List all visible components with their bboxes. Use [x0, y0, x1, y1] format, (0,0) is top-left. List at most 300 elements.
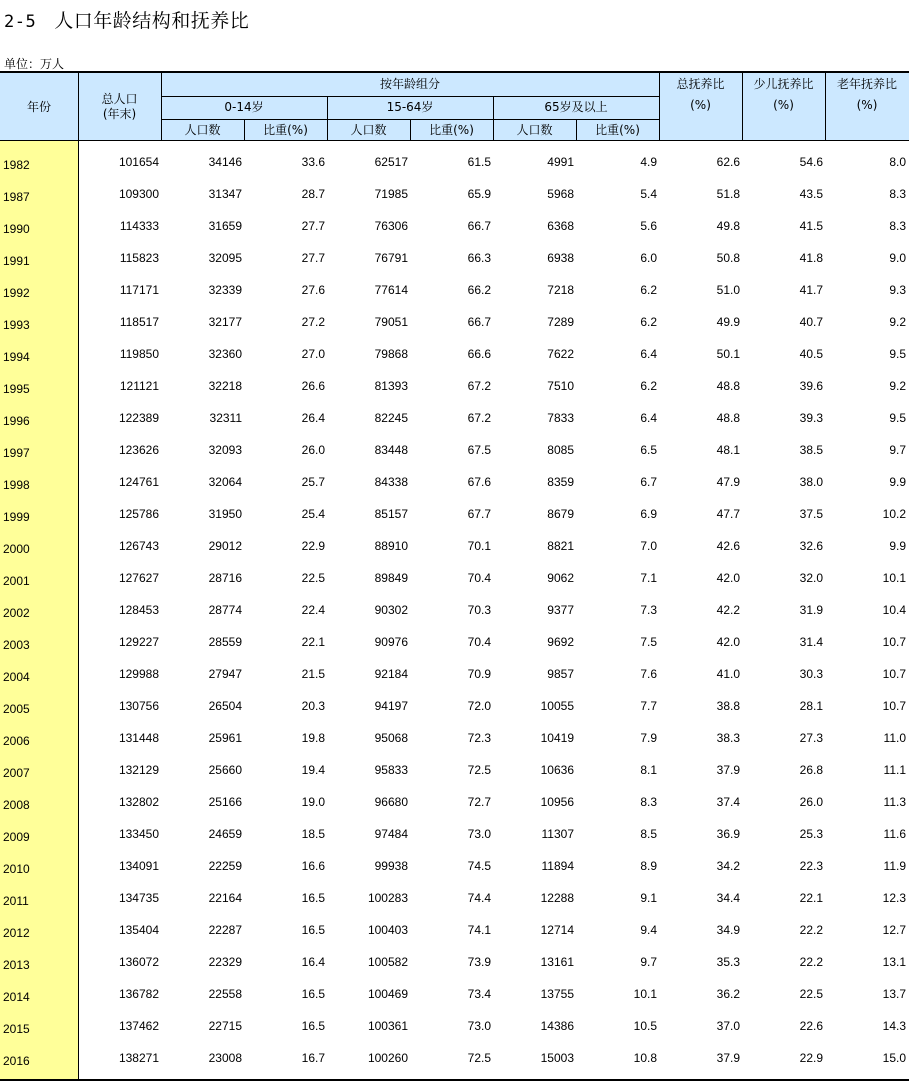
cell-pop-65-plus: 13755 — [540, 987, 574, 1001]
cell-total-population: 129227 — [118, 635, 159, 649]
cell-old-dependency: 11.1 — [883, 763, 906, 777]
cell-child-dependency: 37.5 — [799, 507, 823, 521]
cell-year: 2001 — [3, 574, 30, 588]
cell-total-population: 134091 — [118, 859, 159, 873]
cell-pop-65-plus: 9692 — [547, 635, 574, 649]
header-share-2: 比重(%) — [429, 123, 474, 137]
cell-pop-0-14: 32177 — [208, 315, 242, 329]
cell-total-dependency: 41.0 — [716, 667, 740, 681]
cell-share-65-plus: 5.4 — [640, 187, 657, 201]
header-total-population — [78, 92, 161, 122]
table-row — [0, 787, 909, 819]
cell-share-65-plus: 6.4 — [640, 411, 657, 425]
cell-share-15-64: 70.4 — [467, 635, 491, 649]
cell-share-15-64: 74.5 — [467, 859, 491, 873]
table-bottom-rule — [0, 1079, 909, 1081]
cell-share-15-64: 73.4 — [467, 987, 491, 1001]
cell-pop-0-14: 32339 — [208, 283, 242, 297]
table-row — [0, 307, 909, 339]
cell-old-dependency: 9.2 — [889, 315, 906, 329]
cell-share-15-64: 72.3 — [467, 731, 491, 745]
cell-pop-15-64: 85157 — [374, 507, 408, 521]
cell-share-0-14: 19.4 — [301, 763, 325, 777]
table-row — [0, 1011, 909, 1043]
cell-year: 2013 — [3, 958, 30, 972]
cell-year: 2000 — [3, 542, 30, 556]
cell-old-dependency: 11.3 — [883, 795, 906, 809]
cell-pop-0-14: 32064 — [208, 475, 242, 489]
cell-pop-15-64: 94197 — [374, 699, 408, 713]
cell-total-population: 132129 — [118, 763, 159, 777]
cell-share-65-plus: 6.9 — [640, 507, 657, 521]
table-row — [0, 435, 909, 467]
table-row — [0, 723, 909, 755]
cell-total-dependency: 62.6 — [716, 155, 740, 169]
table-row — [0, 979, 909, 1011]
cell-pop-65-plus: 11307 — [541, 827, 574, 841]
cell-pop-15-64: 95833 — [374, 763, 408, 777]
cell-total-dependency: 38.8 — [716, 699, 740, 713]
cell-share-0-14: 26.4 — [301, 411, 325, 425]
cell-child-dependency: 39.6 — [799, 379, 823, 393]
cell-pop-65-plus: 10636 — [540, 763, 574, 777]
header-pop-3: 人口数 — [516, 123, 553, 137]
cell-share-65-plus: 6.4 — [640, 347, 657, 361]
cell-pop-15-64: 100260 — [367, 1051, 408, 1065]
table-header — [0, 71, 909, 141]
cell-pop-65-plus: 9857 — [547, 667, 574, 681]
cell-pop-0-14: 24659 — [208, 827, 242, 841]
cell-pop-0-14: 22329 — [208, 955, 242, 969]
header-old-dependency — [825, 77, 909, 113]
cell-child-dependency: 40.5 — [799, 347, 823, 361]
cell-total-population: 109300 — [118, 187, 159, 201]
cell-share-15-64: 66.7 — [467, 219, 491, 233]
cell-share-0-14: 16.5 — [301, 1019, 325, 1033]
cell-pop-65-plus: 8085 — [547, 443, 574, 457]
cell-share-15-64: 67.6 — [467, 475, 491, 489]
cell-total-population: 128453 — [118, 603, 159, 617]
cell-child-dependency: 41.7 — [799, 283, 823, 297]
cell-share-15-64: 72.5 — [467, 1051, 491, 1065]
cell-pop-0-14: 25660 — [208, 763, 242, 777]
header-pop-1: 人口数 — [184, 123, 221, 137]
header-old-dep-unit: (%) — [856, 98, 878, 112]
cell-pop-15-64: 62517 — [374, 155, 408, 169]
cell-pop-65-plus: 7833 — [547, 411, 574, 425]
cell-share-0-14: 22.5 — [301, 571, 325, 585]
cell-pop-0-14: 31950 — [208, 507, 242, 521]
cell-child-dependency: 22.3 — [799, 859, 823, 873]
cell-old-dependency: 10.1 — [882, 571, 906, 585]
cell-share-65-plus: 6.2 — [640, 283, 657, 297]
table-row — [0, 275, 909, 307]
cell-year: 2008 — [3, 798, 30, 812]
cell-pop-65-plus: 5968 — [547, 187, 574, 201]
cell-total-population: 125786 — [118, 507, 159, 521]
cell-total-dependency: 34.9 — [716, 923, 740, 937]
cell-pop-65-plus: 4991 — [547, 155, 574, 169]
cell-old-dependency: 9.3 — [889, 283, 906, 297]
cell-share-15-64: 70.9 — [467, 667, 491, 681]
cell-year: 2009 — [3, 830, 30, 844]
cell-share-65-plus: 8.3 — [640, 795, 657, 809]
cell-share-0-14: 21.5 — [301, 667, 325, 681]
cell-old-dependency: 9.7 — [889, 443, 906, 457]
cell-total-population: 130756 — [118, 699, 159, 713]
cell-pop-0-14: 32095 — [208, 251, 242, 265]
cell-total-dependency: 42.0 — [716, 571, 740, 585]
cell-pop-0-14: 31347 — [208, 187, 242, 201]
cell-old-dependency: 13.7 — [882, 987, 906, 1001]
cell-pop-15-64: 79051 — [374, 315, 408, 329]
cell-share-0-14: 27.2 — [301, 315, 325, 329]
cell-old-dependency: 9.5 — [889, 411, 906, 425]
cell-year: 2012 — [3, 926, 30, 940]
cell-share-65-plus: 6.0 — [640, 251, 657, 265]
cell-old-dependency: 15.0 — [882, 1051, 906, 1065]
cell-total-dependency: 35.3 — [716, 955, 740, 969]
cell-child-dependency: 41.5 — [799, 219, 823, 233]
cell-total-population: 135404 — [118, 923, 159, 937]
cell-total-population: 122389 — [118, 411, 159, 425]
cell-child-dependency: 22.6 — [799, 1019, 823, 1033]
cell-old-dependency: 9.9 — [889, 539, 906, 553]
cell-year: 1995 — [3, 382, 30, 396]
table-row — [0, 531, 909, 563]
cell-share-15-64: 66.3 — [467, 251, 491, 265]
cell-total-population: 117171 — [119, 283, 159, 297]
cell-pop-65-plus: 7289 — [547, 315, 574, 329]
cell-old-dependency: 12.3 — [882, 891, 906, 905]
cell-pop-65-plus: 11894 — [541, 859, 574, 873]
table-row — [0, 915, 909, 947]
cell-total-dependency: 48.8 — [716, 411, 740, 425]
cell-share-0-14: 22.9 — [301, 539, 325, 553]
cell-child-dependency: 43.5 — [799, 187, 823, 201]
cell-old-dependency: 10.7 — [882, 635, 906, 649]
cell-total-dependency: 37.9 — [716, 763, 740, 777]
cell-share-65-plus: 6.2 — [640, 379, 657, 393]
cell-old-dependency: 11.9 — [883, 859, 906, 873]
cell-total-population: 134735 — [118, 891, 159, 905]
cell-child-dependency: 27.3 — [799, 731, 823, 745]
cell-child-dependency: 26.0 — [799, 795, 823, 809]
cell-total-dependency: 37.0 — [716, 1019, 740, 1033]
cell-year: 1999 — [3, 510, 30, 524]
cell-share-65-plus: 7.3 — [640, 603, 657, 617]
cell-share-0-14: 25.7 — [301, 475, 325, 489]
cell-year: 2004 — [3, 670, 30, 684]
cell-total-population: 131448 — [118, 731, 159, 745]
header-child-dependency — [742, 77, 825, 113]
header-total-dep-unit: (%) — [690, 98, 711, 112]
cell-share-0-14: 18.5 — [301, 827, 325, 841]
cell-pop-0-14: 32311 — [209, 411, 242, 425]
cell-share-15-64: 73.0 — [467, 1019, 491, 1033]
cell-pop-0-14: 25961 — [208, 731, 242, 745]
cell-pop-0-14: 32093 — [208, 443, 242, 457]
cell-share-65-plus: 7.9 — [640, 731, 657, 745]
cell-year: 1982 — [3, 158, 30, 172]
cell-total-population: 132802 — [118, 795, 159, 809]
cell-pop-0-14: 28774 — [208, 603, 242, 617]
cell-total-dependency: 42.0 — [716, 635, 740, 649]
cell-total-dependency: 36.2 — [716, 987, 740, 1001]
cell-pop-15-64: 100469 — [367, 987, 408, 1001]
cell-share-15-64: 66.2 — [467, 283, 491, 297]
table-row — [0, 691, 909, 723]
cell-total-population: 119850 — [119, 347, 159, 361]
cell-child-dependency: 22.2 — [799, 923, 823, 937]
cell-pop-0-14: 34146 — [208, 155, 242, 169]
cell-share-0-14: 16.5 — [301, 923, 325, 937]
cell-child-dependency: 54.6 — [799, 155, 823, 169]
cell-year: 1996 — [3, 414, 30, 428]
cell-total-dependency: 37.4 — [716, 795, 740, 809]
cell-pop-15-64: 100361 — [367, 1019, 408, 1033]
cell-total-dependency: 34.4 — [716, 891, 740, 905]
cell-year: 1987 — [3, 190, 30, 204]
cell-year: 1997 — [3, 446, 30, 460]
cell-total-population: 115823 — [119, 251, 159, 265]
cell-pop-15-64: 82245 — [374, 411, 408, 425]
cell-total-dependency: 42.2 — [716, 603, 740, 617]
cell-share-15-64: 67.5 — [467, 443, 491, 457]
cell-total-population: 129988 — [118, 667, 159, 681]
cell-share-15-64: 70.1 — [467, 539, 491, 553]
header-total-line1: 总人口 — [101, 92, 138, 106]
header-age-group: 按年龄组分 — [379, 77, 440, 91]
cell-old-dependency: 10.2 — [882, 507, 906, 521]
cell-child-dependency: 38.5 — [799, 443, 823, 457]
header-pop-2: 人口数 — [350, 123, 387, 137]
table-row — [0, 755, 909, 787]
cell-share-65-plus: 10.1 — [633, 987, 657, 1001]
cell-pop-65-plus: 8359 — [547, 475, 574, 489]
table-number: 2-5 — [4, 12, 37, 32]
cell-share-15-64: 74.4 — [467, 891, 491, 905]
cell-old-dependency: 9.0 — [889, 251, 906, 265]
header-group-0-14: 0-14岁 — [224, 100, 264, 114]
cell-child-dependency: 39.3 — [799, 411, 823, 425]
cell-pop-0-14: 26504 — [208, 699, 242, 713]
table-row — [0, 179, 909, 211]
header-total-dependency — [659, 77, 742, 113]
cell-share-0-14: 16.7 — [301, 1051, 325, 1065]
cell-pop-15-64: 83448 — [374, 443, 408, 457]
cell-old-dependency: 11.6 — [883, 827, 906, 841]
cell-pop-15-64: 76791 — [374, 251, 408, 265]
cell-pop-65-plus: 10419 — [540, 731, 574, 745]
cell-pop-65-plus: 12714 — [540, 923, 574, 937]
cell-child-dependency: 25.3 — [799, 827, 823, 841]
cell-share-0-14: 27.0 — [301, 347, 325, 361]
cell-share-65-plus: 10.5 — [633, 1019, 657, 1033]
cell-old-dependency: 14.3 — [882, 1019, 906, 1033]
cell-share-65-plus: 4.9 — [640, 155, 657, 169]
cell-pop-15-64: 92184 — [374, 667, 408, 681]
cell-pop-65-plus: 8679 — [547, 507, 574, 521]
cell-share-65-plus: 9.4 — [640, 923, 657, 937]
table-row — [0, 883, 909, 915]
table-row — [0, 371, 909, 403]
cell-total-population: 137462 — [118, 1019, 159, 1033]
cell-year: 2014 — [3, 990, 30, 1004]
table-row — [0, 627, 909, 659]
cell-year: 1994 — [3, 350, 30, 364]
cell-old-dependency: 9.2 — [889, 379, 906, 393]
cell-share-15-64: 61.5 — [467, 155, 491, 169]
cell-share-15-64: 70.3 — [467, 603, 491, 617]
cell-child-dependency: 30.3 — [799, 667, 823, 681]
cell-total-dependency: 48.8 — [716, 379, 740, 393]
table-row — [0, 499, 909, 531]
cell-pop-15-64: 71985 — [374, 187, 408, 201]
cell-old-dependency: 13.1 — [882, 955, 906, 969]
cell-child-dependency: 22.1 — [799, 891, 823, 905]
cell-share-15-64: 65.9 — [467, 187, 491, 201]
cell-year: 1991 — [3, 254, 30, 268]
cell-pop-0-14: 28559 — [208, 635, 242, 649]
cell-share-0-14: 19.0 — [301, 795, 325, 809]
cell-total-dependency: 51.0 — [716, 283, 740, 297]
table-row — [0, 595, 909, 627]
cell-year: 2002 — [3, 606, 30, 620]
cell-total-dependency: 50.1 — [716, 347, 740, 361]
cell-old-dependency: 9.5 — [889, 347, 906, 361]
cell-pop-15-64: 77614 — [374, 283, 408, 297]
cell-pop-0-14: 28716 — [208, 571, 242, 585]
cell-pop-65-plus: 6368 — [547, 219, 574, 233]
cell-share-0-14: 22.4 — [301, 603, 325, 617]
table-row — [0, 563, 909, 595]
cell-total-dependency: 49.9 — [716, 315, 740, 329]
cell-pop-0-14: 27947 — [208, 667, 242, 681]
table-body — [0, 147, 909, 1075]
cell-child-dependency: 22.2 — [799, 955, 823, 969]
cell-old-dependency: 8.0 — [889, 155, 906, 169]
table-row — [0, 403, 909, 435]
cell-share-0-14: 25.4 — [301, 507, 325, 521]
cell-year: 1992 — [3, 286, 30, 300]
header-year: 年份 — [26, 100, 51, 114]
cell-year: 2011 — [3, 894, 29, 908]
cell-share-0-14: 20.3 — [301, 699, 325, 713]
cell-share-65-plus: 8.9 — [640, 859, 657, 873]
cell-pop-15-64: 95068 — [374, 731, 408, 745]
cell-pop-0-14: 23008 — [208, 1051, 242, 1065]
cell-share-0-14: 16.4 — [301, 955, 325, 969]
cell-pop-15-64: 81393 — [374, 379, 408, 393]
cell-pop-15-64: 89849 — [374, 571, 408, 585]
cell-share-65-plus: 7.1 — [640, 571, 657, 585]
cell-share-65-plus: 8.5 — [640, 827, 657, 841]
cell-old-dependency: 12.7 — [882, 923, 906, 937]
cell-pop-15-64: 76306 — [374, 219, 408, 233]
unit-label: 单位：万人 — [4, 57, 65, 71]
cell-total-dependency: 47.7 — [716, 507, 740, 521]
cell-share-65-plus: 10.8 — [633, 1051, 657, 1065]
header-share-1: 比重(%) — [263, 123, 308, 137]
header-share-3: 比重(%) — [595, 123, 640, 137]
cell-old-dependency: 8.3 — [889, 219, 906, 233]
cell-pop-65-plus: 14386 — [540, 1019, 574, 1033]
cell-share-15-64: 67.2 — [467, 379, 491, 393]
cell-share-65-plus: 6.2 — [640, 315, 657, 329]
page-title — [4, 6, 249, 33]
cell-share-65-plus: 6.7 — [640, 475, 657, 489]
cell-share-0-14: 27.7 — [301, 251, 325, 265]
cell-total-dependency: 42.6 — [716, 539, 740, 553]
cell-year: 2010 — [3, 862, 30, 876]
table-row — [0, 211, 909, 243]
cell-old-dependency: 9.9 — [889, 475, 906, 489]
cell-pop-15-64: 88910 — [374, 539, 408, 553]
cell-total-population: 127627 — [118, 571, 159, 585]
cell-pop-15-64: 90976 — [374, 635, 408, 649]
cell-year: 2007 — [3, 766, 30, 780]
cell-share-15-64: 74.1 — [467, 923, 491, 937]
cell-share-65-plus: 9.1 — [640, 891, 657, 905]
cell-pop-65-plus: 7218 — [547, 283, 574, 297]
cell-share-0-14: 27.7 — [301, 219, 325, 233]
cell-share-65-plus: 5.6 — [640, 219, 657, 233]
cell-total-population: 124761 — [118, 475, 159, 489]
cell-total-population: 114333 — [119, 219, 159, 233]
table-row — [0, 819, 909, 851]
cell-pop-15-64: 79868 — [374, 347, 408, 361]
cell-pop-65-plus: 15003 — [540, 1051, 574, 1065]
cell-pop-65-plus: 7510 — [547, 379, 574, 393]
cell-old-dependency: 10.4 — [882, 603, 906, 617]
cell-child-dependency: 40.7 — [799, 315, 823, 329]
cell-pop-15-64: 100582 — [367, 955, 408, 969]
cell-pop-15-64: 97484 — [374, 827, 408, 841]
table-row — [0, 659, 909, 691]
cell-child-dependency: 31.4 — [799, 635, 823, 649]
cell-total-population: 133450 — [118, 827, 159, 841]
cell-total-dependency: 50.8 — [716, 251, 740, 265]
cell-pop-65-plus: 6938 — [547, 251, 574, 265]
header-child-dep-label: 少儿抚养比 — [753, 77, 814, 91]
cell-year: 2006 — [3, 734, 30, 748]
cell-old-dependency: 11.0 — [883, 731, 906, 745]
cell-pop-0-14: 29012 — [208, 539, 242, 553]
cell-total-dependency: 48.1 — [716, 443, 740, 457]
cell-share-15-64: 72.0 — [467, 699, 491, 713]
cell-pop-65-plus: 9377 — [547, 603, 574, 617]
cell-total-dependency: 36.9 — [716, 827, 740, 841]
cell-pop-0-14: 22259 — [208, 859, 242, 873]
cell-total-dependency: 47.9 — [716, 475, 740, 489]
cell-share-0-14: 33.6 — [301, 155, 325, 169]
cell-year: 2016 — [3, 1054, 30, 1068]
cell-pop-0-14: 31659 — [208, 219, 242, 233]
cell-share-65-plus: 8.1 — [640, 763, 657, 777]
cell-child-dependency: 38.0 — [799, 475, 823, 489]
table-row — [0, 147, 909, 179]
cell-pop-0-14: 32360 — [208, 347, 242, 361]
cell-child-dependency: 41.8 — [799, 251, 823, 265]
cell-pop-0-14: 25166 — [208, 795, 242, 809]
cell-share-15-64: 72.7 — [467, 795, 491, 809]
cell-pop-0-14: 22287 — [208, 923, 242, 937]
cell-share-65-plus: 6.5 — [640, 443, 657, 457]
cell-total-population: 136072 — [118, 955, 159, 969]
cell-share-15-64: 66.6 — [467, 347, 491, 361]
table-title: 人口年龄结构和抚养比 — [54, 10, 250, 32]
